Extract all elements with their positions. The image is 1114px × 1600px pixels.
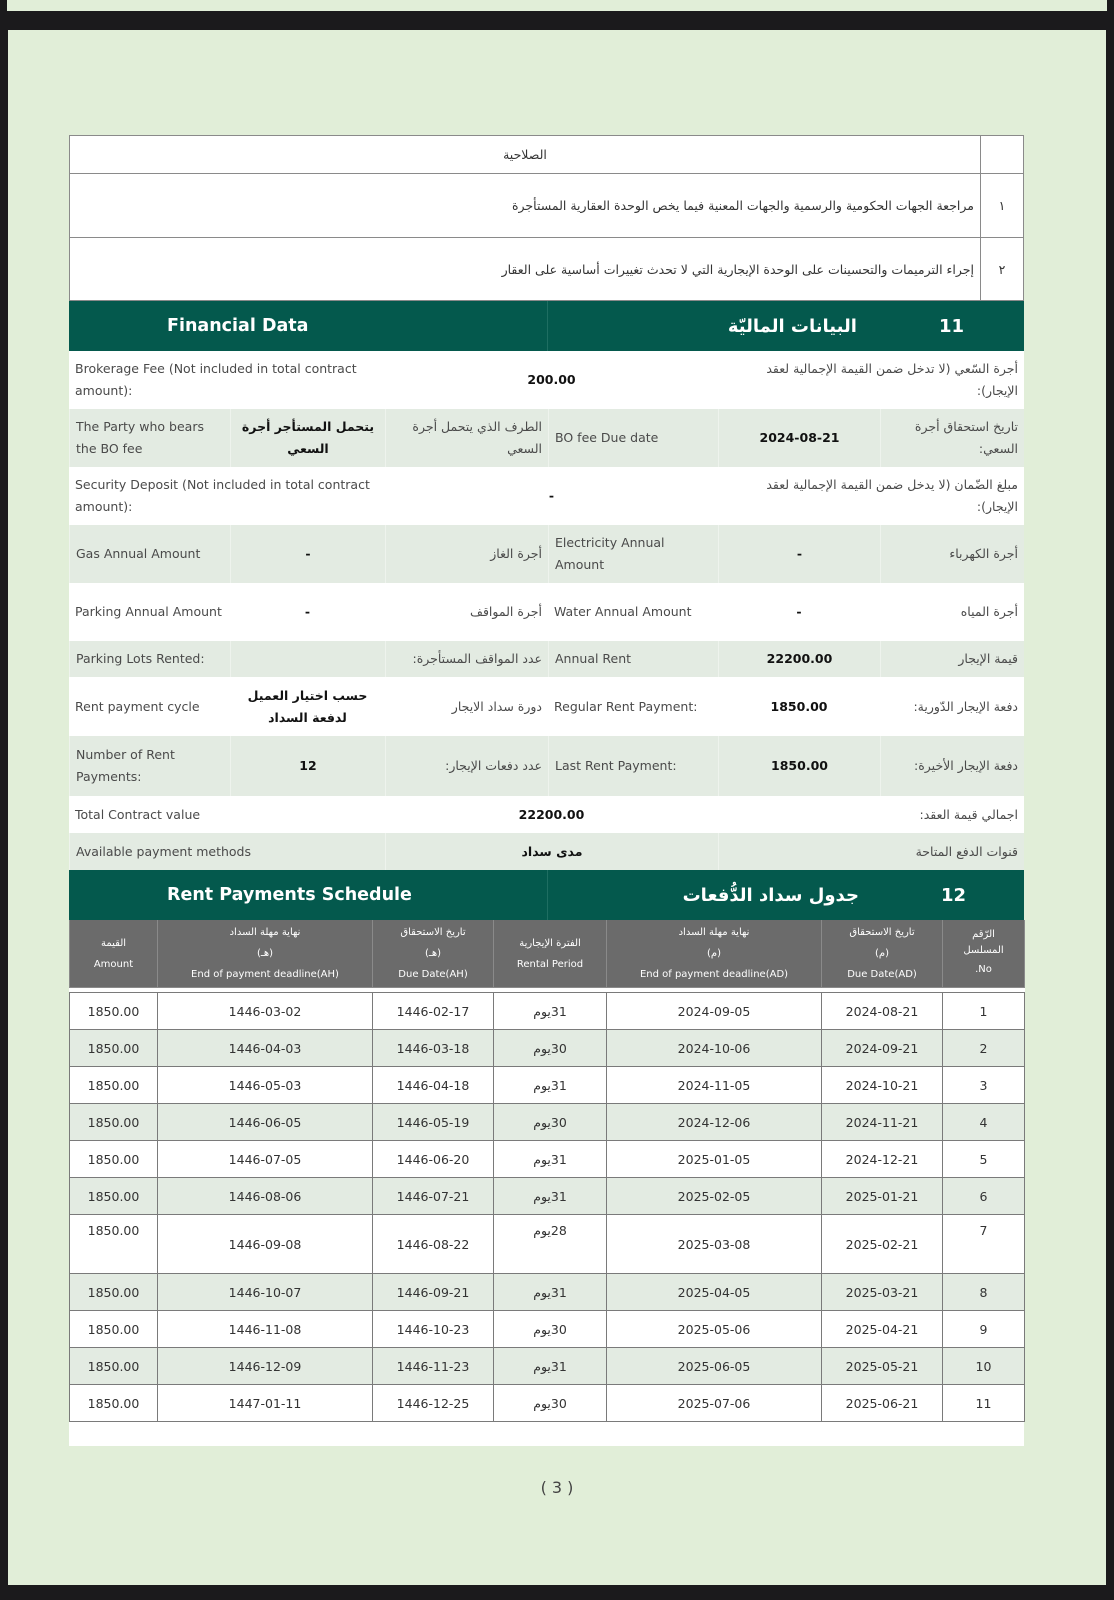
cell-end-ah: 1446-08-06 [158, 1178, 373, 1215]
financial-section-number: 11 [938, 315, 964, 337]
cell-due-ah: 1446-06-20 [373, 1141, 494, 1178]
cell-end-ad: 2024-10-06 [607, 1030, 822, 1067]
cell-amount: 1850.00 [70, 993, 158, 1030]
authority-num-header [980, 136, 1023, 173]
cell-end-ah: 1446-05-03 [158, 1067, 373, 1104]
cell-end-ad: 2024-12-06 [607, 1104, 822, 1141]
cell-no: 11 [943, 1385, 1025, 1422]
col-end-ah: نهاية مهلة السداد (هـ) End of payment deadline(AH) [158, 920, 373, 988]
cell-due-ah: 1446-07-21 [373, 1178, 494, 1215]
col-due-ad: تاريخ الاستحقاق (م) Due Date(AD) [822, 920, 943, 988]
schedule-row [70, 1311, 1025, 1348]
schedule-section-header [69, 870, 1024, 920]
label-ar: دفعة الإيجار الأخيرة: [880, 736, 1024, 796]
label-ar: قنوات الدفع المتاحة [718, 833, 1024, 870]
label-en: Parking Annual Amount [75, 604, 222, 619]
cell-period: 31يوم [494, 1067, 607, 1104]
label-ar: أجرة المياه [960, 604, 1018, 619]
authority-text: إجراء الترميمات والتحسينات على الوحدة الإيجارية التي لا تحدث تغييرات أساسية على العقار [501, 261, 974, 277]
label-ar: أجرة الغاز [385, 525, 548, 583]
cell-due-ad: 2025-05-21 [822, 1348, 943, 1385]
cell-period: 31يوم [494, 1141, 607, 1178]
authority-num: ١ [980, 174, 1023, 237]
cell-end-ah: 1446-12-09 [158, 1348, 373, 1385]
cell-due-ad: 2025-02-21 [822, 1215, 943, 1274]
value: - [230, 525, 385, 583]
value: 200.00 [527, 372, 576, 387]
financial-title-ar: البيانات الماليّة [727, 315, 857, 337]
cell-period: 30يوم [494, 1104, 607, 1141]
schedule-row [70, 1385, 1025, 1422]
cell-due-ad: 2024-08-21 [822, 993, 943, 1030]
label-ar: الطرف الذي يتحمل أجرة السعي [385, 409, 548, 467]
financial-row-methods [69, 833, 1024, 870]
cell-due-ah: 1446-09-21 [373, 1274, 494, 1311]
authority-header: الصلاحية [503, 147, 547, 162]
schedule-row [70, 1067, 1025, 1104]
cell-due-ad: 2024-10-21 [822, 1067, 943, 1104]
label-en: Water Annual Amount [554, 604, 692, 619]
cell-no: 4 [943, 1104, 1025, 1141]
value: يتحمل المستأجر أجرة السعي [230, 409, 385, 467]
value: 22200.00 [718, 641, 880, 677]
cell-amount: 1850.00 [70, 1385, 158, 1422]
cell-amount: 1850.00 [70, 1030, 158, 1067]
cell-period: 31يوم [494, 993, 607, 1030]
cell-period: 31يوم [494, 1348, 607, 1385]
cell-end-ad: 2025-04-05 [607, 1274, 822, 1311]
financial-row-total [69, 796, 1024, 833]
label-ar: دورة سداد الايجار [451, 698, 542, 714]
cell-amount: 1850.00 [70, 1141, 158, 1178]
label-ar: أجرة الكهرباء [880, 525, 1024, 583]
cell-due-ad: 2024-11-21 [822, 1104, 943, 1141]
value: - [548, 488, 555, 503]
label-ar: عدد دفعات الإيجار: [385, 736, 548, 796]
authority-row [70, 173, 1023, 237]
schedule-row [70, 1030, 1025, 1067]
schedule-section-number: 12 [940, 884, 966, 906]
schedule-footer-space [69, 1422, 1024, 1446]
cell-end-ah: 1446-09-08 [158, 1215, 373, 1274]
cell-amount: 1850.00 [70, 1067, 158, 1104]
authority-table [69, 135, 1024, 301]
label-ar: تاريخ استحقاق أجرة السعي: [880, 409, 1024, 467]
financial-row-parking-water [69, 583, 1024, 641]
financial-row-rent [69, 641, 1024, 677]
cell-period: 30يوم [494, 1311, 607, 1348]
cell-end-ad: 2024-09-05 [607, 993, 822, 1030]
schedule-row [70, 1274, 1025, 1311]
cell-period: 31يوم [494, 1178, 607, 1215]
cell-no: 1 [943, 993, 1025, 1030]
cell-due-ah: 1446-03-18 [373, 1030, 494, 1067]
label-en: Parking Lots Rented: [69, 641, 230, 677]
label-ar: أجرة السّعي (لا تدخل ضمن القيمة الإجمالية لعقد الإيجار): [766, 361, 1018, 398]
schedule-body [70, 993, 1025, 1422]
document-body [69, 135, 1024, 1446]
cell-due-ah: 1446-11-23 [373, 1348, 494, 1385]
label-en: BO fee Due date [548, 409, 718, 467]
col-period: الفترة الإيجارية Rental Period [494, 920, 607, 988]
document-page [8, 30, 1106, 1585]
value: - [718, 525, 880, 583]
cell-amount: 1850.00 [70, 1178, 158, 1215]
page-number: ( 3 ) [540, 1478, 574, 1497]
financial-table [69, 351, 1024, 870]
value: مدى سداد [385, 833, 718, 870]
cell-amount: 1850.00 [70, 1348, 158, 1385]
cell-period: 28يوم [494, 1215, 607, 1274]
cell-due-ah: 1446-08-22 [373, 1215, 494, 1274]
cell-end-ad: 2025-02-05 [607, 1178, 822, 1215]
cell-period: 30يوم [494, 1030, 607, 1067]
cell-amount: 1850.00 [70, 1274, 158, 1311]
authority-text: مراجعة الجهات الحكومية والرسمية والجهات المعنية فيما يخص الوحدة العقارية المستأجرة [511, 198, 974, 213]
cell-no: 10 [943, 1348, 1025, 1385]
value: 22200.00 [518, 806, 585, 822]
financial-row-brokerage [69, 351, 1024, 409]
schedule-row [70, 1104, 1025, 1141]
value [230, 641, 385, 677]
cell-end-ad: 2025-07-06 [607, 1385, 822, 1422]
cell-no: 9 [943, 1311, 1025, 1348]
cell-no: 6 [943, 1178, 1025, 1215]
cell-end-ah: 1446-04-03 [158, 1030, 373, 1067]
financial-row-bo [69, 409, 1024, 467]
value: - [796, 604, 802, 619]
financial-title-en: Financial Data [167, 316, 309, 336]
value: حسب اختيار العميل لدفعة السداد [247, 687, 368, 725]
schedule-row [70, 1141, 1025, 1178]
label-en: Gas Annual Amount [69, 525, 230, 583]
financial-row-utilities [69, 525, 1024, 583]
cell-amount: 1850.00 [70, 1215, 158, 1274]
cell-period: 30يوم [494, 1385, 607, 1422]
label-en: Last Rent Payment: [548, 736, 718, 796]
financial-row-cycle [69, 677, 1024, 736]
label-ar: قيمة الإيجار [880, 641, 1024, 677]
label-en: Total Contract value [75, 806, 201, 822]
cell-amount: 1850.00 [70, 1104, 158, 1141]
cell-no: 3 [943, 1067, 1025, 1104]
cell-no: 2 [943, 1030, 1025, 1067]
cell-due-ad: 2025-01-21 [822, 1178, 943, 1215]
cell-end-ah: 1446-03-02 [158, 993, 373, 1030]
schedule-row [70, 1178, 1025, 1215]
label-en: Annual Rent [548, 641, 718, 677]
value: 1850.00 [770, 698, 828, 714]
cell-end-ah: 1446-11-08 [158, 1311, 373, 1348]
cell-end-ah: 1446-10-07 [158, 1274, 373, 1311]
label-en: Number of Rent Payments: [69, 736, 230, 796]
cell-no: 8 [943, 1274, 1025, 1311]
cell-period: 31يوم [494, 1274, 607, 1311]
payments-schedule-table [69, 920, 1025, 1422]
label-ar: مبلغ الضّمان (لا يدخل ضمن القيمة الإجمالية لعقد الإيجار): [766, 477, 1018, 514]
cell-end-ah: 1447-01-11 [158, 1385, 373, 1422]
col-amount: القيمة Amount [70, 920, 158, 988]
label-en: Regular Rent Payment: [554, 698, 698, 714]
cell-due-ah: 1446-10-23 [373, 1311, 494, 1348]
label-ar: اجمالي قيمة العقد: [919, 806, 1018, 822]
cell-due-ad: 2025-03-21 [822, 1274, 943, 1311]
cell-due-ad: 2024-09-21 [822, 1030, 943, 1067]
cell-due-ah: 1446-04-18 [373, 1067, 494, 1104]
cell-no: 7 [943, 1215, 1025, 1274]
label-en: Electricity Annual Amount [548, 525, 718, 583]
cell-due-ad: 2025-06-21 [822, 1385, 943, 1422]
label-ar: دفعة الإيجار الدّورية: [913, 698, 1018, 714]
cell-end-ah: 1446-07-05 [158, 1141, 373, 1178]
label-en: The Party who bears the BO fee [69, 409, 230, 467]
financial-section-header [69, 301, 1024, 351]
cell-end-ad: 2025-03-08 [607, 1215, 822, 1274]
schedule-title-ar: جدول سداد الدُّفعات [682, 884, 859, 906]
cell-due-ah: 1446-12-25 [373, 1385, 494, 1422]
label-ar: أجرة المواقف [470, 604, 542, 619]
financial-row-deposit [69, 467, 1024, 525]
cell-no: 5 [943, 1141, 1025, 1178]
label-en: Brokerage Fee (Not included in total contract amount): [75, 361, 357, 398]
schedule-row [70, 993, 1025, 1030]
cell-end-ad: 2025-06-05 [607, 1348, 822, 1385]
schedule-row [70, 1348, 1025, 1385]
label-en: Available payment methods [69, 833, 385, 870]
label-ar: عدد المواقف المستأجرة: [385, 641, 548, 677]
value: 2024-08-21 [718, 409, 880, 467]
cell-due-ah: 1446-02-17 [373, 993, 494, 1030]
schedule-row [70, 1215, 1025, 1274]
col-due-ah: تاريخ الاستحقاق (هـ) Due Date(AH) [373, 920, 494, 988]
previous-page-edge [7, 0, 1107, 11]
cell-end-ah: 1446-06-05 [158, 1104, 373, 1141]
schedule-title-en: Rent Payments Schedule [167, 885, 412, 905]
col-no: الرّقم المسلسل .No [943, 920, 1025, 988]
cell-end-ad: 2025-01-05 [607, 1141, 822, 1178]
cell-end-ad: 2025-05-06 [607, 1311, 822, 1348]
authority-num: ٢ [980, 238, 1023, 300]
value: 1850.00 [718, 736, 880, 796]
value: - [304, 604, 311, 619]
authority-header-row [70, 136, 1023, 173]
cell-amount: 1850.00 [70, 1311, 158, 1348]
cell-end-ad: 2024-11-05 [607, 1067, 822, 1104]
label-en: Security Deposit (Not included in total contract amount): [75, 477, 370, 514]
cell-due-ad: 2024-12-21 [822, 1141, 943, 1178]
financial-row-count [69, 736, 1024, 796]
label-en: Rent payment cycle [75, 698, 200, 714]
col-end-ad: نهاية مهلة السداد (م) End of payment deadline(AD) [607, 920, 822, 988]
schedule-header-row [70, 920, 1025, 988]
cell-due-ah: 1446-05-19 [373, 1104, 494, 1141]
authority-row [70, 237, 1023, 300]
value: 12 [230, 736, 385, 796]
cell-due-ad: 2025-04-21 [822, 1311, 943, 1348]
